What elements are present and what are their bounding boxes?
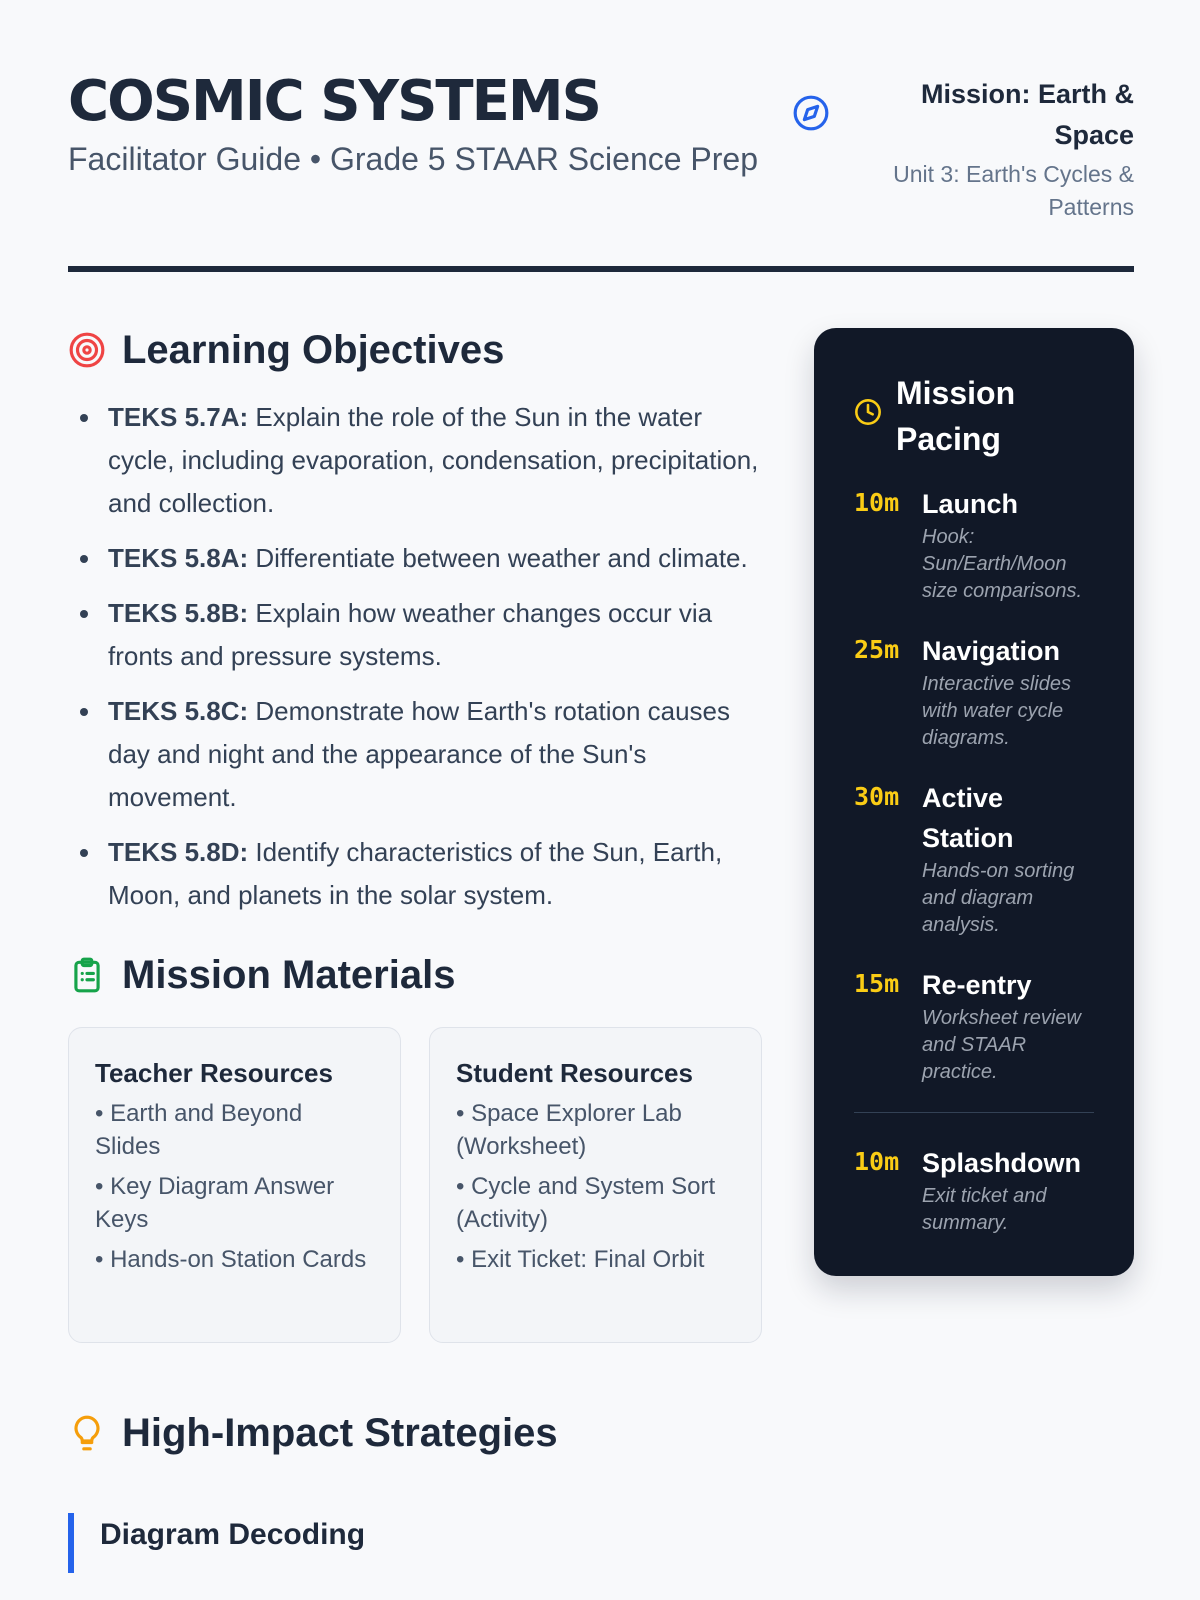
list-item: • Cycle and System Sort (Activity) <box>456 1173 716 1233</box>
pacing-title: Mission Pacing <box>896 375 1016 457</box>
list-item <box>68 592 762 678</box>
pacing-name: Launch <box>922 489 1019 519</box>
objective-text: Explain how weather changes occur via fronts and pressure systems. <box>108 598 713 671</box>
list-item <box>68 537 762 580</box>
objective-text: Demonstrate how Earth's rotation causes day and night and the appearance of the Sun's movement. <box>108 696 731 812</box>
teacher-resources-card <box>68 1027 401 1343</box>
pacing-name: Active Station <box>922 783 1014 853</box>
mission-title: Mission: Earth & Space <box>920 79 1134 150</box>
strategies-heading <box>68 1405 762 1461</box>
teks-code: TEKS 5.8A: <box>108 543 249 573</box>
mission-info <box>854 74 1134 224</box>
main-content <box>68 322 762 1557</box>
list-item: • Key Diagram Answer Keys <box>95 1173 335 1233</box>
strategy-item <box>68 1513 762 1557</box>
teks-code: TEKS 5.8C: <box>108 696 249 726</box>
objective-text: Explain the role of the Sun in the water cycle, including evaporation, condensation, precipitation, and collection. <box>108 402 759 518</box>
compass-icon <box>792 94 830 132</box>
pacing-item <box>854 631 1094 752</box>
pacing-desc: Exit ticket and summary. <box>922 1185 1047 1234</box>
facilitator-guide-page <box>68 0 1134 1600</box>
pacing-time: 25m <box>854 635 900 664</box>
objectives-list <box>68 396 762 917</box>
pacing-time: 30m <box>854 782 900 811</box>
card-title: Student Resources <box>456 1058 693 1088</box>
pacing-desc: Worksheet review and STAAR practice. <box>922 1007 1081 1083</box>
list-item: • Exit Ticket: Final Orbit <box>456 1246 705 1273</box>
header-divider <box>68 266 1134 272</box>
materials-title: Mission Materials <box>122 952 456 997</box>
clock-icon <box>854 398 882 426</box>
objective-text: Identify characteristics of the Sun, Earth, Moon, and planets in the solar system. <box>108 837 723 910</box>
list-item <box>68 396 762 525</box>
lightbulb-icon <box>68 1414 106 1452</box>
pacing-name: Re-entry <box>922 970 1032 1000</box>
pacing-time: 10m <box>854 488 900 517</box>
pacing-name: Navigation <box>922 636 1061 666</box>
pacing-list <box>854 484 1094 1237</box>
pacing-time: 10m <box>854 1147 900 1176</box>
pacing-item <box>854 778 1094 939</box>
teks-code: TEKS 5.8B: <box>108 598 249 628</box>
objectives-title: Learning Objectives <box>122 327 505 372</box>
header <box>68 70 1134 270</box>
pacing-heading <box>854 370 1094 462</box>
pacing-item <box>854 965 1094 1086</box>
objective-text: Differentiate between weather and climate. <box>248 543 748 573</box>
list-item: • Space Explorer Lab (Worksheet) <box>456 1100 682 1160</box>
mission-unit: Unit 3: Earth's Cycles & Patterns <box>893 161 1134 220</box>
materials-heading <box>68 947 762 1003</box>
page-title: COSMIC SYSTEMS <box>68 69 600 134</box>
clipboard-icon <box>68 956 106 994</box>
list-item <box>68 831 762 917</box>
student-resources-card <box>429 1027 762 1343</box>
materials-grid <box>68 1027 762 1343</box>
objectives-heading <box>68 322 762 378</box>
list-item: • Hands-on Station Cards <box>95 1246 367 1273</box>
strategies-title: High-Impact Strategies <box>122 1410 558 1455</box>
mission-pacing-panel <box>814 328 1134 1276</box>
pacing-item <box>854 484 1094 605</box>
page-subtitle: Facilitator Guide • Grade 5 STAAR Science Prep <box>68 141 759 177</box>
card-title: Teacher Resources <box>95 1058 333 1088</box>
pacing-divider <box>854 1112 1094 1113</box>
teks-code: TEKS 5.8D: <box>108 837 249 867</box>
pacing-item <box>854 1143 1094 1237</box>
target-icon <box>68 331 106 369</box>
pacing-desc: Interactive slides with water cycle diagrams. <box>922 673 1071 749</box>
pacing-time: 15m <box>854 969 900 998</box>
teks-code: TEKS 5.7A: <box>108 402 249 432</box>
pacing-desc: Hook: Sun/Earth/Moon size comparisons. <box>922 526 1083 602</box>
list-item: • Earth and Beyond Slides <box>95 1100 303 1160</box>
pacing-name: Splashdown <box>922 1148 1082 1178</box>
list-item <box>68 690 762 819</box>
pacing-desc: Hands-on sorting and diagram analysis. <box>922 860 1075 936</box>
strategy-title: Diagram Decoding <box>100 1518 366 1551</box>
